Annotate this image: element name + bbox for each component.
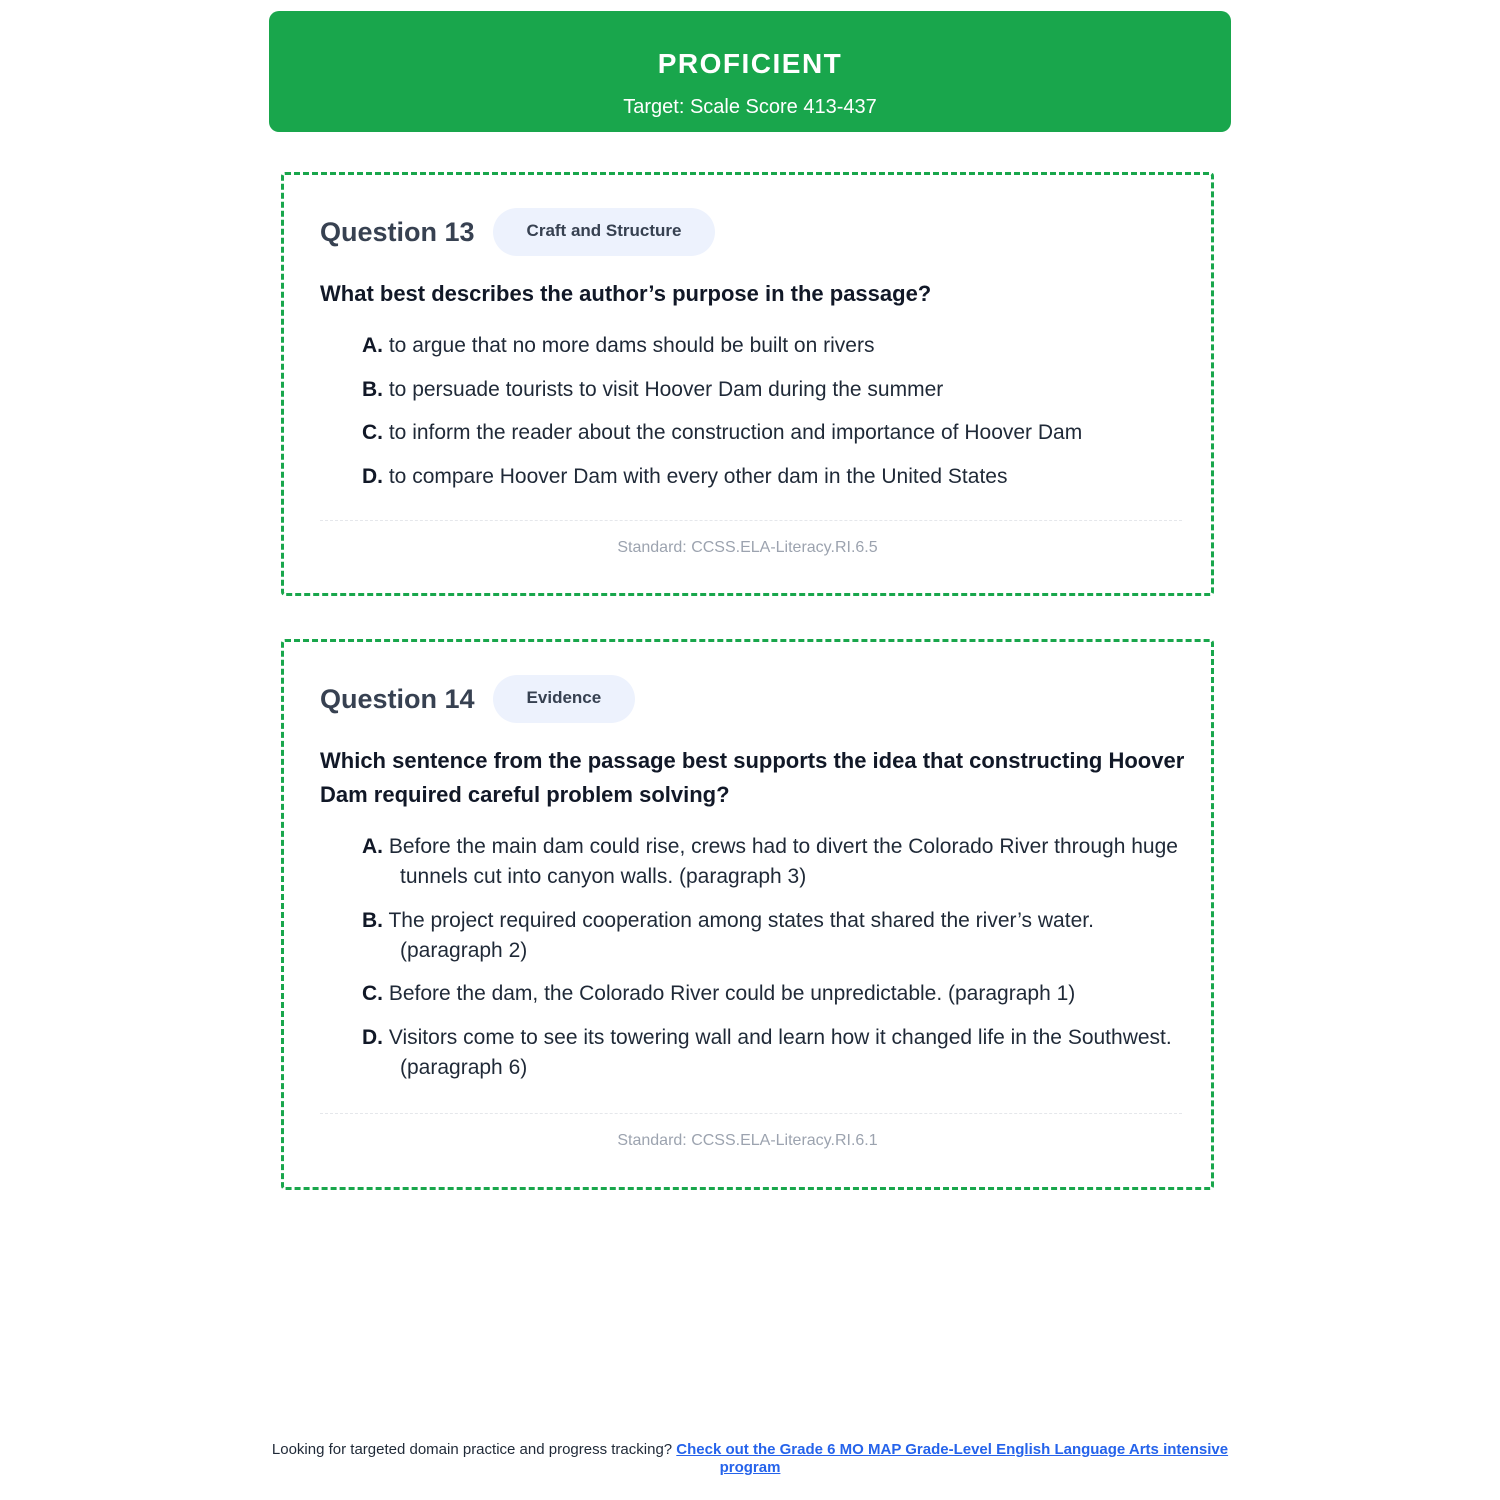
option-letter: C. <box>362 982 383 1005</box>
banner-subtitle: Target: Scale Score 413-437 <box>623 96 877 118</box>
banner-title: PROFICIENT <box>657 48 843 79</box>
standard-label: Standard: CCSS.ELA-Literacy.RI.6.1 <box>617 1132 878 1149</box>
option-text: Before the main dam could rise, crews had to divert the Colorado River through huge tunnels cut into canyon walls. (paragraph 3) <box>388 835 1178 888</box>
option-text: to persuade tourists to visit Hoover Dam during the summer <box>388 377 944 401</box>
option-text: to argue that no more dams should be built on rivers <box>388 334 875 357</box>
option-letter: B. <box>362 908 383 932</box>
divider <box>320 1113 1182 1114</box>
option-text: to compare Hoover Dam with every other dam in the United States <box>388 464 1008 488</box>
question-category-tag: Craft and Structure <box>493 208 716 256</box>
answer-option-d[interactable] <box>362 462 1192 492</box>
option-text: The project required cooperation among states that shared the river’s water. (paragraph 2) <box>388 908 1094 962</box>
option-text: to inform the reader about the construction and importance of Hoover Dam <box>388 421 1083 444</box>
question-number: Question 14 <box>320 684 475 714</box>
question-number: Question 13 <box>320 217 475 247</box>
question-card-14 <box>281 639 1214 1190</box>
answer-option-b[interactable] <box>362 375 1192 405</box>
option-letter: D. <box>362 464 383 488</box>
option-letter: A. <box>362 334 383 357</box>
divider <box>320 520 1182 521</box>
answer-option-d[interactable] <box>362 1023 1192 1083</box>
answer-option-a[interactable] <box>362 832 1192 892</box>
proficiency-banner <box>269 11 1231 132</box>
option-text: Visitors come to see its towering wall and learn how it changed life in the Southwest. (paragraph 6) <box>388 1025 1172 1079</box>
question-card-13 <box>281 172 1214 596</box>
question-header <box>320 675 635 723</box>
answer-options <box>362 331 1192 505</box>
question-header <box>320 208 715 256</box>
question-category-tag: Evidence <box>493 675 636 723</box>
answer-options <box>362 832 1192 1096</box>
standard-label: Standard: CCSS.ELA-Literacy.RI.6.5 <box>617 539 878 556</box>
option-letter: D. <box>362 1025 383 1049</box>
option-text: Before the dam, the Colorado River could be unpredictable. (paragraph 1) <box>388 982 1076 1005</box>
option-letter: C. <box>362 421 383 444</box>
question-prompt: Which sentence from the passage best supports the idea that constructing Hoover Dam required careful problem solving? <box>320 748 1185 807</box>
answer-option-c[interactable] <box>362 979 1192 1009</box>
answer-option-c[interactable] <box>362 418 1192 448</box>
promo-footer <box>270 1441 1230 1477</box>
option-letter: B. <box>362 377 383 401</box>
program-link[interactable]: Check out the Grade 6 MO MAP Grade-Level English Language Arts intensive program <box>676 1441 1229 1476</box>
answer-option-b[interactable] <box>362 906 1192 966</box>
answer-option-a[interactable] <box>362 331 1192 361</box>
option-letter: A. <box>362 835 383 858</box>
footer-text: Looking for targeted domain practice and progress tracking? <box>271 1441 673 1458</box>
question-prompt: What best describes the author’s purpose in the passage? <box>320 281 932 306</box>
